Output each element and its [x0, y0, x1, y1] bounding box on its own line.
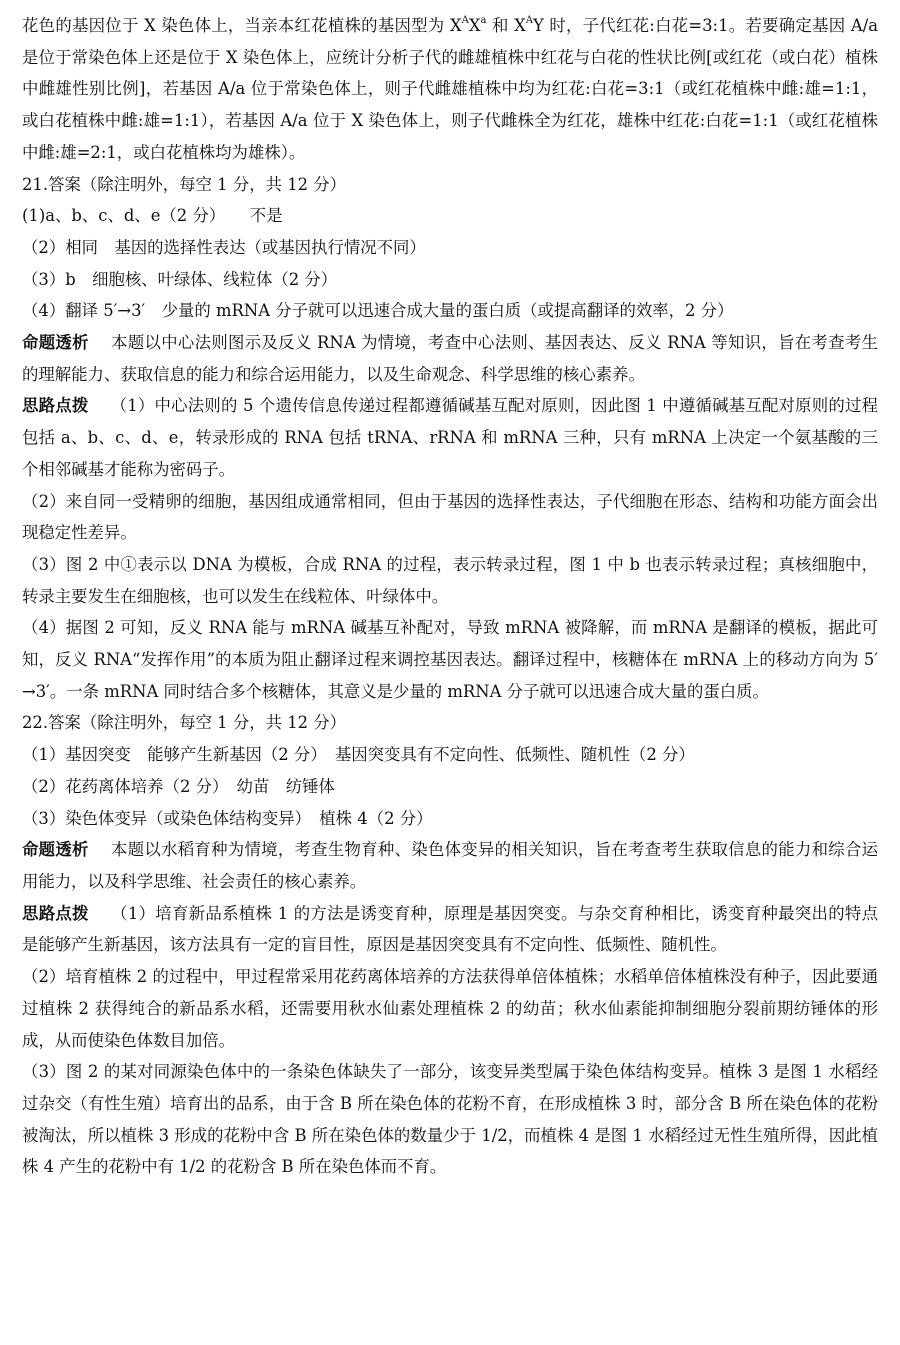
q20-sup-1: A [461, 14, 469, 26]
q21-hint-1 [22, 390, 878, 485]
q22-hint-label: 思路点拨 [22, 903, 89, 923]
q22-answer-1: （1）基因突变 能够产生新基因（2 分） 基因突变具有不定向性、低频性、随机性（2 分） [22, 745, 695, 765]
q22-insight-label: 命题透析 [22, 840, 89, 860]
answer-page [22, 10, 878, 1183]
q21-hint-3: （3）图 2 中①表示以 DNA 为模板，合成 RNA 的过程，表示转录过程，图 1 中 b 也表示转录过程；真核细胞中，转录主要发生在细胞核，也可以发生在线粒体、叶绿体中。 [22, 554, 878, 606]
q22-answer-2: （2）花药离体培养（2 分） 幼苗 纺锤体 [22, 776, 335, 796]
q21-answer-2: （2）相同 基因的选择性表达（或基因执行情况不同） [22, 237, 426, 257]
q21-answer-3: （3）b 细胞核、叶绿体、线粒体（2 分） [22, 269, 338, 289]
q20-explanation-tail [22, 10, 878, 169]
q22-hint-1-text: （1）培育新品系植株 1 的方法是诱变育种，原理是基因突变。与杂交育种相比，诱变育种最突出的特点是能够产生新基因，该方法具有一定的盲目性，原因是基因突变具有不定向性、低频性、随机性。 [22, 903, 879, 955]
q22-hint-3: （3）图 2 的某对同源染色体中的一条染色体缺失了一部分，该变异类型属于染色体结构变异。植株 3 是图 1 水稻经过杂交（有性生殖）培育出的品系，由于含 B 所在染色体的花粉不育，在形成植株 3 时，部分含 B 所在染色体的花粉被淘汰，所以植株 3 形成的花粉中含 B 所在染色体的数量少于 1/2，而植株 4 是图 1 水稻经过无性生殖所得，因此植株 4 产生的花粉中有 1/2 的花粉含 B 所在染色体而不育。 [22, 1062, 878, 1177]
q22-header: 22.答案（除注明外，每空 1 分，共 12 分） [22, 713, 347, 733]
q22-hint-1 [22, 898, 878, 961]
q20-text-mid1: X [468, 16, 481, 35]
q21-insight-label: 命题透析 [22, 333, 89, 353]
q21-hint-label: 思路点拨 [22, 396, 89, 416]
q21-insight-text: 本题以中心法则图示及反义 RNA 为情境，考查中心法则、基因表达、反义 RNA 等知识，旨在考查考生的理解能力、获取信息的能力和综合运用能力，以及生命观念、科学思维的核心素养。 [22, 333, 878, 384]
q21-hint-2: （2）来自同一受精卵的细胞，基因组成通常相同，但由于基因的选择性表达，子代细胞在形态、结构和功能方面会出现稳定性差异。 [22, 491, 878, 543]
q21-answer-4: （4）翻译 5′→3′ 少量的 mRNA 分子就可以迅速合成大量的蛋白质（或提高翻译的效率，2 分） [22, 301, 734, 321]
q20-text-mid2: 和 X [486, 16, 526, 35]
q21-insight [22, 327, 878, 390]
q22-insight-text: 本题以水稻育种为情境，考查生物育种、染色体变异的相关知识，旨在考查考生获取信息的能力和综合运用能力，以及科学思维、社会责任的核心素养。 [22, 840, 879, 891]
q20-sup-3: A [525, 14, 534, 26]
q22-answer-3: （3）染色体变异（或染色体结构变异） 植株 4（2 分） [22, 808, 433, 828]
q20-text-b: Y 时，子代红花:白花=3:1。若要确定基因 A/a 是位于常染色体上还是位于 X 染色体上，应统计分析子代的雌雄植株中红花与白花的性状比例[或红花（或白花）植株中雌雄性别比例]，若基因 A/a 位于常染色体上，则子代雌雄植株中均为红花:白花=3:1（或红花植株中雌:雄=1:1，或白花植株中雌:雄=1:1），若基因 A/a 位于 X 染色体上，则子代雌株全为红花，雄株中红花:白花=1:1（或红花植株中雌:雄=2:1，或白花植株均为雄株）。 [22, 16, 878, 162]
q22-insight [22, 834, 878, 897]
q21-header: 21.答案（除注明外，每空 1 分，共 12 分） [22, 174, 347, 194]
q21-answer-1: (1)a、b、c、d、e（2 分） 不是 [22, 206, 283, 226]
q21-hint-4: （4）据图 2 可知，反义 RNA 能与 mRNA 碱基互补配对，导致 mRNA 被降解，而 mRNA 是翻译的模板，据此可知，反义 RNA“发挥作用”的本质为阻止翻译过程来调控基因表达。翻译过程中，核糖体在 mRNA 上的移动方向为 5′→3′。一条 mRNA 同时结合多个核糖体，其意义是少量的 mRNA 分子就可以迅速合成大量的蛋白质。 [22, 618, 878, 701]
q22-hint-2: （2）培育植株 2 的过程中，甲过程常采用花药离体培养的方法获得单倍体植株；水稻单倍体植株没有种子，因此要通过植株 2 获得纯合的新品系水稻，还需要用秋水仙素处理植株 2 的幼苗；秋水仙素能抑制细胞分裂前期纺锤体的形成，从而使染色体数目加倍。 [22, 967, 878, 1050]
q20-text-a: 花色的基因位于 X 染色体上，当亲本红花植株的基因型为 X [22, 16, 462, 35]
q21-hint-1-text: （1）中心法则的 5 个遗传信息传递过程都遵循碱基互配对原则，因此图 1 中遵循碱基互配对原则的过程包括 a、b、c、d、e，转录形成的 RNA 包括 tRNA、rRNA 和 mRNA 三种，只有 mRNA 上决定一个氨基酸的三个相邻碱基才能称为密码子。 [22, 396, 879, 479]
q20-sup-2: a [480, 14, 487, 26]
